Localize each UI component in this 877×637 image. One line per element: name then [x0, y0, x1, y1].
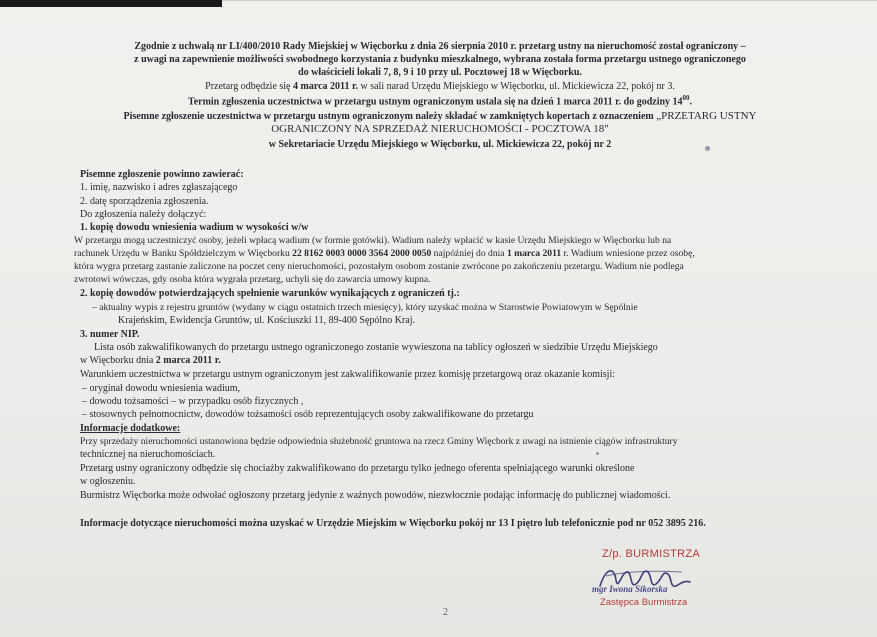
body-line-09: zwrotowi wówczas, gdy osoba która wygrała przetarg, uchyli się do zawarcia umowy kupna.	[74, 274, 431, 285]
body-line-07	[74, 248, 695, 259]
secretariat-line: w Sekretariacie Urzędu Miejskiego w Więcborku, ul. Mickiewicza 22, pokój nr 2	[268, 139, 612, 150]
deadline-text: Termin zgłoszenia uczestnictwa w przetargu ustnym ograniczonym ustala się na dzień 1 marca 2011 r. do godziny 14	[187, 96, 683, 108]
header-line-1: Zgodnie z uchwałą nr LI/400/2010 Rady Miejskiej w Więcborku z dnia 26 sierpnia 2010 r. przetarg ustny na nieruchomość został ograniczony –	[134, 41, 746, 52]
deadline-end: .	[689, 96, 693, 108]
body-line-18: – dowodu tożsamości – w przypadku osób fizycznych ,	[82, 396, 304, 407]
scan-dust-mark	[596, 452, 599, 455]
wadium-deadline: 1 marca 2011	[506, 248, 562, 259]
body-line-05: 1. kopię dowodu wniesienia wadium w wysokości w/w	[80, 222, 309, 233]
envelope-mark-2: OGRANICZONY NA SPRZEDAŻ NIERUCHOMOŚCI - POCZTOWA 18"	[271, 123, 609, 135]
stamp-name: mgr Iwona Sikorska	[592, 584, 668, 594]
deadline-text-2: najpóźniej do dnia	[431, 248, 507, 259]
body-line-13: 3. numer NIP.	[80, 329, 140, 340]
body-line-14: Lista osób zakwalifikowanych do przetargu ustnego ograniczonego zostanie wywieszona na tablicy ogłoszeń w siedzibie Urzędu Miejskiego	[94, 342, 658, 353]
deadline-line	[60, 94, 820, 107]
scan-dust-mark	[705, 146, 710, 151]
stamp-role: Zastępca Burmistrza	[600, 597, 688, 608]
body-line-11: – aktualny wypis z rejestru gruntów (wydany w ciągu ostatnich trzech miesięcy), który uzyskać można w Starostwie Powiatowym w Sępólnie	[92, 302, 638, 313]
deadline-minutes: 00	[682, 94, 690, 102]
page-number: 2	[443, 607, 448, 618]
body-line-10: 2. kopię dowodów potwierdzających spełnienie warunków wynikających z ograniczeń tj.:	[80, 288, 460, 299]
scan-edge-line	[222, 0, 877, 1]
body-line-01: Pisemne zgłoszenie powinno zawierać:	[80, 169, 244, 180]
body-line-19: – stosownych pełnomocnictw, dowodów tożsamości osób reprezentujących osoby zakwalifikowane do przetargu	[82, 409, 534, 420]
header-line-4	[60, 81, 820, 92]
header-line-2: z uwagi na zapewnienie możliwości swobodnego korzystania z budynku mieszkalnego, wybrana została forma przetargu ustnego ograniczonego	[134, 54, 746, 65]
envelope-mark-1: „PRZETARG USTNY	[656, 110, 757, 122]
body-line-12: Krajeńskim, Ewidencja Gruntów, ul. Kościuszki 11, 89-400 Sępólno Kraj.	[118, 315, 415, 326]
body-line-03: 2. datę sporządzenia zgłoszenia.	[80, 196, 209, 207]
body-line-21: Przy sprzedaży nieruchomości ustanowiona będzie odpowiednia służebność gruntowa na rzecz Gminy Więcbork z uwagi na istnienie ciągów infrastruktury	[80, 436, 678, 447]
list-date-text: w Więcborku dnia	[80, 355, 156, 366]
bank-text: rachunek Urzędu w Banku Spółdzielczym w Więcborku	[74, 248, 293, 259]
body-line-22: technicznej na nieruchomościach.	[80, 449, 216, 460]
envelope-text: Pisemne zgłoszenie uczestnictwa w przetargu ustnym ograniczonym należy składać w zamkniętych kopertach z oznaczeniem	[123, 111, 657, 122]
body-line-16: Warunkiem uczestnictwa w przetargu ustnym ograniczonym jest zakwalifikowanie przez komisję przetargową oraz okazanie komisji:	[80, 369, 616, 380]
body-line-25: Burmistrz Więcborka może odwołać ogłoszony przetarg jedynie z ważnych powodów, niezwłocznie podając informację do publicznej wiadomości.	[80, 490, 671, 501]
wadium-text-end: r. Wadium wniesione przez osobę,	[561, 248, 695, 259]
stamp-title: Z/p. BURMISTRZA	[602, 548, 701, 560]
auction-date: 4 marca 2011 r.	[293, 81, 358, 92]
list-date: 2 marca 2011 r.	[155, 355, 221, 366]
additional-info-heading: Informacje dodatkowe:	[80, 423, 181, 434]
header-line-3: do właścicieli lokali 7, 8, 9 i 10 przy ul. Pocztowej 18 w Więcborku.	[298, 67, 582, 78]
header-line-4-c: w sali narad Urzędu Miejskiego w Więcborku, ul. Mickiewicza 22, pokój nr 3.	[358, 81, 675, 92]
envelope-line	[60, 110, 820, 122]
body-line-06: W przetargu mogą uczestniczyć osoby, jeżeli wpłacą wadium (w formie gotówki). Wadium należy wpłacić w kasie Urzędu Miejskiego w Więcborku lub na	[74, 235, 672, 246]
body-line-04: Do zgłoszenia należy dołączyć:	[80, 209, 207, 220]
body-line-17: – oryginał dowodu wniesienia wadium,	[82, 383, 241, 394]
body-line-15	[80, 355, 221, 366]
bank-account-number: 22 8162 0003 0000 3564 2000 0050	[292, 248, 432, 259]
header-line-4-a: Przetarg odbędzie się	[205, 81, 293, 92]
contact-info-line: Informacje dotyczące nieruchomości można uzyskać w Urzędzie Miejskim w Więcborku pokój nr 13 I piętro lub telefonicznie pod nr 052 3895 216.	[80, 518, 706, 529]
body-line-08: która wygra przetarg zastanie zaliczone na poczet ceny nieruchomości, pozostałym osobom zostanie zwrócone po zakończeniu przetargu. Wadium nie podlega	[74, 261, 684, 272]
scan-edge-mark	[0, 0, 222, 7]
body-line-23: Przetarg ustny ograniczony odbędzie się chociażby zakwalifikowano do przetargu tylko jednego oferenta spełniającego warunki określone	[80, 463, 635, 474]
body-line-02: 1. imię, nazwisko i adres zgłaszającego	[80, 182, 238, 193]
body-line-24: w ogłoszeniu.	[80, 476, 136, 487]
burmistrz-stamp	[592, 548, 742, 618]
